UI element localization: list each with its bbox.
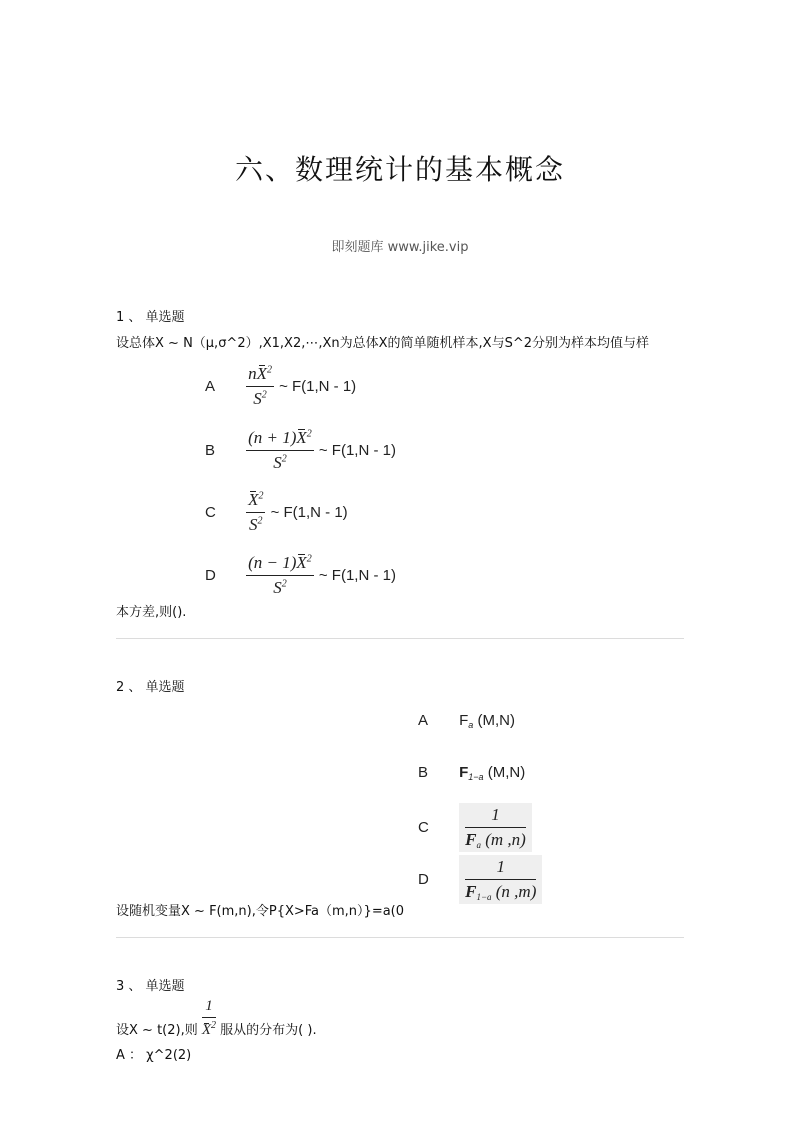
q3-fraction: $\frac{1}{X^2}$ [201, 998, 217, 1038]
option-letter: A [205, 378, 216, 395]
q2-option-c[interactable] [418, 803, 532, 852]
option-expression: $F_a$ (M,N) [459, 712, 515, 730]
page-title: 六、数理统计的基本概念 [234, 153, 565, 186]
option-letter: C [418, 819, 429, 836]
divider [116, 937, 684, 938]
q2-header: 2 、 单选题 [116, 680, 185, 695]
option-letter: A [418, 712, 429, 729]
option-fraction: $\frac{nX^2}{S^2}$ [248, 364, 272, 408]
q1-option-a[interactable] [205, 364, 356, 409]
option-letter: C [205, 504, 216, 521]
q3-stem [116, 998, 317, 1039]
q3-header: 3 、 单选题 [116, 979, 185, 994]
divider [116, 638, 684, 639]
option-suffix: ~ F(1,N - 1) [270, 504, 348, 521]
option-suffix: ~ F(1,N - 1) [318, 567, 396, 584]
option-fraction: $\frac{X^2}{S^2}$ [248, 490, 264, 534]
q2-stem: 设随机变量X ~ F(m,n),令P{X>Fa（m,n）}=a(0 [116, 904, 405, 919]
q3-option-a[interactable]: A ： χ^2(2) [116, 1048, 192, 1063]
q1-option-c[interactable] [205, 490, 348, 535]
option-fraction: $\frac{(n - 1)X^2}{S^2}$ [248, 553, 312, 597]
option-letter: B [418, 764, 429, 781]
source-line: 即刻题库 www.jike.vip [331, 240, 469, 255]
option-letter: D [418, 871, 429, 888]
q1-stem: 设总体X ~ N（μ,σ^2）,X1,X2,⋯,Xn为总体X的简单随机样本,X与S^2分别为样本均值与样 [116, 336, 649, 351]
q2-option-a[interactable] [418, 710, 515, 730]
option-suffix: ~ F(1,N - 1) [279, 378, 357, 395]
q1-header: 1 、 单选题 [116, 310, 185, 325]
q2-option-d[interactable] [418, 855, 542, 904]
q3-stem-post: 服从的分布为( ). [220, 1023, 317, 1038]
option-expression: $F_{1-a}$ (M,N) [459, 764, 526, 782]
option-letter: B [205, 442, 216, 459]
option-letter: D [205, 567, 216, 584]
option-fraction: $\frac{(n + 1)X^2}{S^2}$ [248, 428, 312, 472]
q1-option-d[interactable] [205, 553, 396, 598]
option-fraction: $\frac{1}{F1-a (n ,m)}$ [459, 855, 542, 904]
q1-option-b[interactable] [205, 428, 396, 473]
q2-option-b[interactable] [418, 762, 525, 782]
q3-stem-pre: 设X ~ t(2),则 [116, 1023, 198, 1038]
q1-stem-continued: 本方差,则(). [116, 605, 187, 620]
option-fraction: $\frac{1}{Fa (m ,n)}$ [459, 803, 532, 852]
option-suffix: ~ F(1,N - 1) [318, 442, 396, 459]
